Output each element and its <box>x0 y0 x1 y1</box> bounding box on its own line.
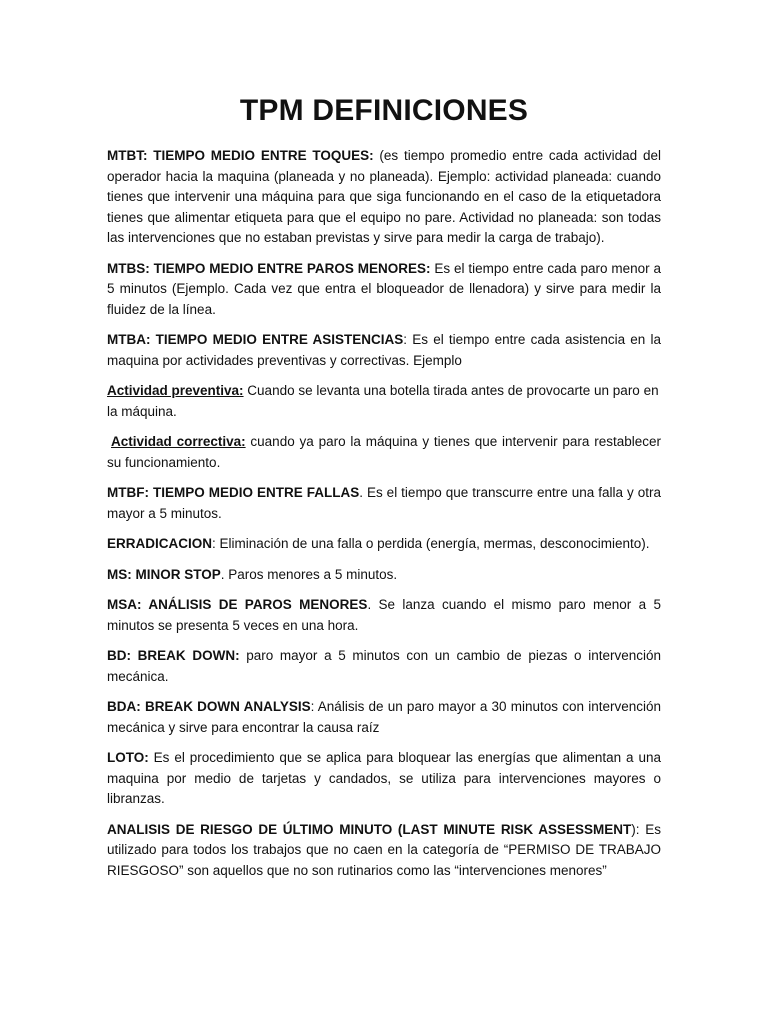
definition-bda <box>107 697 661 738</box>
definition-loto <box>107 748 661 810</box>
definition-ms <box>107 565 661 586</box>
definition-text: : Análisis de un paro mayor a 30 minutos con intervención mecánica y sirve para encontrar la causa raíz <box>107 699 661 735</box>
definition-term: ERRADICACION <box>107 536 213 551</box>
definition-term: MTBT: TIEMPO MEDIO ENTRE TOQUES: <box>107 148 374 163</box>
definition-term: MSA: ANÁLISIS DE PAROS MENORES <box>107 597 368 612</box>
definition-mtba <box>107 330 661 371</box>
definition-term: MS: MINOR STOP <box>107 566 221 582</box>
definition-text: : Es el tiempo entre cada asistencia en la maquina por actividades preventivas y correctivas. Ejemplo <box>107 332 661 368</box>
definition-term: ANALISIS DE RIESGO DE ÚLTIMO MINUTO (LAST MINUTE RISK ASSESSMENT <box>107 821 632 837</box>
definition-mtbs <box>107 259 661 321</box>
definition-text: Cuando se levanta una botella tirada antes de provocarte un paro en la máquina. <box>107 383 659 419</box>
definition-text: : Eliminación de una falla o perdida (energía, mermas, desconocimiento). <box>212 536 650 551</box>
definition-text: ): Es utilizado para todos los trabajos que no caen en la categoría de “PERMISO DE TRABAJO RIESGOSO” son aquellos que no son rutinarios como las “intervenciones menores” <box>107 821 661 878</box>
definitions-list <box>107 146 661 891</box>
definition-text: paro mayor a 5 minutos con un cambio de piezas o intervención mecánica. <box>107 648 661 684</box>
definition-term: MTBA: TIEMPO MEDIO ENTRE ASISTENCIAS <box>107 332 404 347</box>
page-title: TPM DEFINICIONES <box>239 94 529 127</box>
definition-text: Es el procedimiento que se aplica para bloquear las energías que alimentan a una maquina por medio de tarjetas y candados, se utiliza para intervenciones mayores o libranzas. <box>107 750 661 806</box>
definition-term: BDA: BREAK DOWN ANALYSIS <box>107 699 311 714</box>
definition-text: Es el tiempo entre cada paro menor a 5 minutos (Ejemplo. Cada vez que entra el bloqueador de llenadora) y sirve para medir la fluidez de la línea. <box>107 260 661 317</box>
definition-msa <box>107 595 661 636</box>
definition-analisis-riesgo <box>107 820 661 882</box>
definition-term: LOTO: <box>107 750 149 765</box>
definition-text: . Paros menores a 5 minutos. <box>220 566 398 582</box>
definition-actividad-preventiva <box>107 381 661 422</box>
definition-term: Actividad preventiva: <box>107 383 244 398</box>
definition-text: . Se lanza cuando el mismo paro menor a 5 minutos se presenta 5 veces en una hora. <box>107 597 661 633</box>
definition-mtbf <box>107 483 661 524</box>
definition-term: BD: BREAK DOWN: <box>107 648 240 663</box>
definition-bd <box>107 646 661 687</box>
definition-term: Actividad correctiva: <box>111 434 246 449</box>
definition-text: . Es el tiempo que transcurre entre una falla y otra mayor a 5 minutos. <box>107 485 661 521</box>
definition-mtbt <box>107 146 661 249</box>
definition-term: MTBF: TIEMPO MEDIO ENTRE FALLAS <box>107 485 360 500</box>
definition-actividad-correctiva <box>107 432 661 473</box>
definition-text: cuando ya paro la máquina y tienes que intervenir para restablecer su funcionamiento. <box>107 434 661 470</box>
definition-text: (es tiempo promedio entre cada actividad del operador hacia la maquina (planeada y no planeada). Ejemplo: actividad planeada: cuando tienes que intervenir una máquina para que siga funcionando en el caso de la etiquetadora tienes que alimentar etiqueta para que el equipo no pare. Actividad no planeada: son todas las intervenciones que no estaban previstas y sirve para medir la carga de trabajo). <box>107 148 661 245</box>
definition-term: MTBS: TIEMPO MEDIO ENTRE PAROS MENORES: <box>107 260 431 276</box>
definition-erradicacion <box>107 534 661 555</box>
